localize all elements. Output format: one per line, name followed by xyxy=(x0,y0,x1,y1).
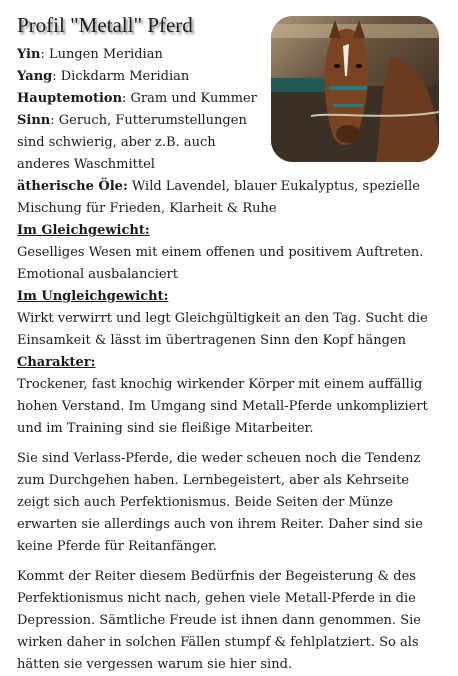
sinn-label: Sinn xyxy=(17,113,51,128)
oele-line xyxy=(17,176,444,220)
emotion-line xyxy=(17,88,269,110)
yin-line xyxy=(17,44,269,66)
ungleichgewicht-text: Wirkt verwirrt und legt Gleichgültigkeit an den Tag. Sucht die Einsamkeit & lässt im übertragenen Sinn den Kopf hängen xyxy=(17,311,428,348)
charakter-heading: Charakter: xyxy=(17,355,96,370)
horse-photo xyxy=(271,16,439,162)
oele-value: Wild Lavendel, blauer Eukalyptus, spezielle Mischung für Frieden, Klarheit & Ruhe xyxy=(17,179,420,216)
yang-line xyxy=(17,66,269,88)
emotion-label: Hauptemotion xyxy=(17,91,123,106)
oele-label: ätherische Öle: xyxy=(17,179,128,194)
emotion-value: : Gram und Kummer xyxy=(122,91,257,106)
yang-label: Yang xyxy=(17,69,53,84)
gleichgewicht-text: Geselliges Wesen mit einem offenen und positivem Auftreten. Emotional ausbalanciert xyxy=(17,245,424,282)
sinn-value: : Geruch, Futterumstellungen sind schwierig, aber z.B. auch anderes Waschmittel xyxy=(17,113,247,172)
charakter-paragraph-1: Trockener, fast knochig wirkender Körper mit einem auffällig hohen Verstand. Im Umgang sind Metall-Pferde unkompliziert und im Training sind sie fleißige Mitarbeiter. xyxy=(17,377,428,436)
ungleichgewicht-heading: Im Ungleichgewicht: xyxy=(17,289,169,304)
yin-label: Yin xyxy=(17,47,41,62)
charakter-paragraph-3: Kommt der Reiter diesem Bedürfnis der Begeisterung & des Perfektionismus nicht nach, gehen viele Metall-Pferde in die Depression. Sämtliche Freude ist ihnen dann genommen. Sie wirken daher in solchen Fällen stumpf & fehlplatziert. So als hätten sie vergessen warum sie hier sind. xyxy=(17,569,421,672)
page-title: Profil "Metall" Pferd xyxy=(17,13,193,37)
charakter-paragraph-2: Sie sind Verlass-Pferde, die weder scheuen noch die Tendenz zum Durchgehen haben. Lernbegeistert, aber als Kehrseite zeigt sich auch Perfektionismus. Beide Seiten der Münze erwarten sie allerdings auch von ihrem Reiter. Daher sind sie keine Pferde für Reitanfänger. xyxy=(17,451,423,554)
gleichgewicht-heading: Im Gleichgewicht: xyxy=(17,223,150,238)
horse-illustration xyxy=(271,16,439,162)
yin-value: : Lungen Meridian xyxy=(40,47,163,62)
sinn-line xyxy=(17,110,269,176)
yang-value: : Dickdarm Meridian xyxy=(52,69,190,84)
